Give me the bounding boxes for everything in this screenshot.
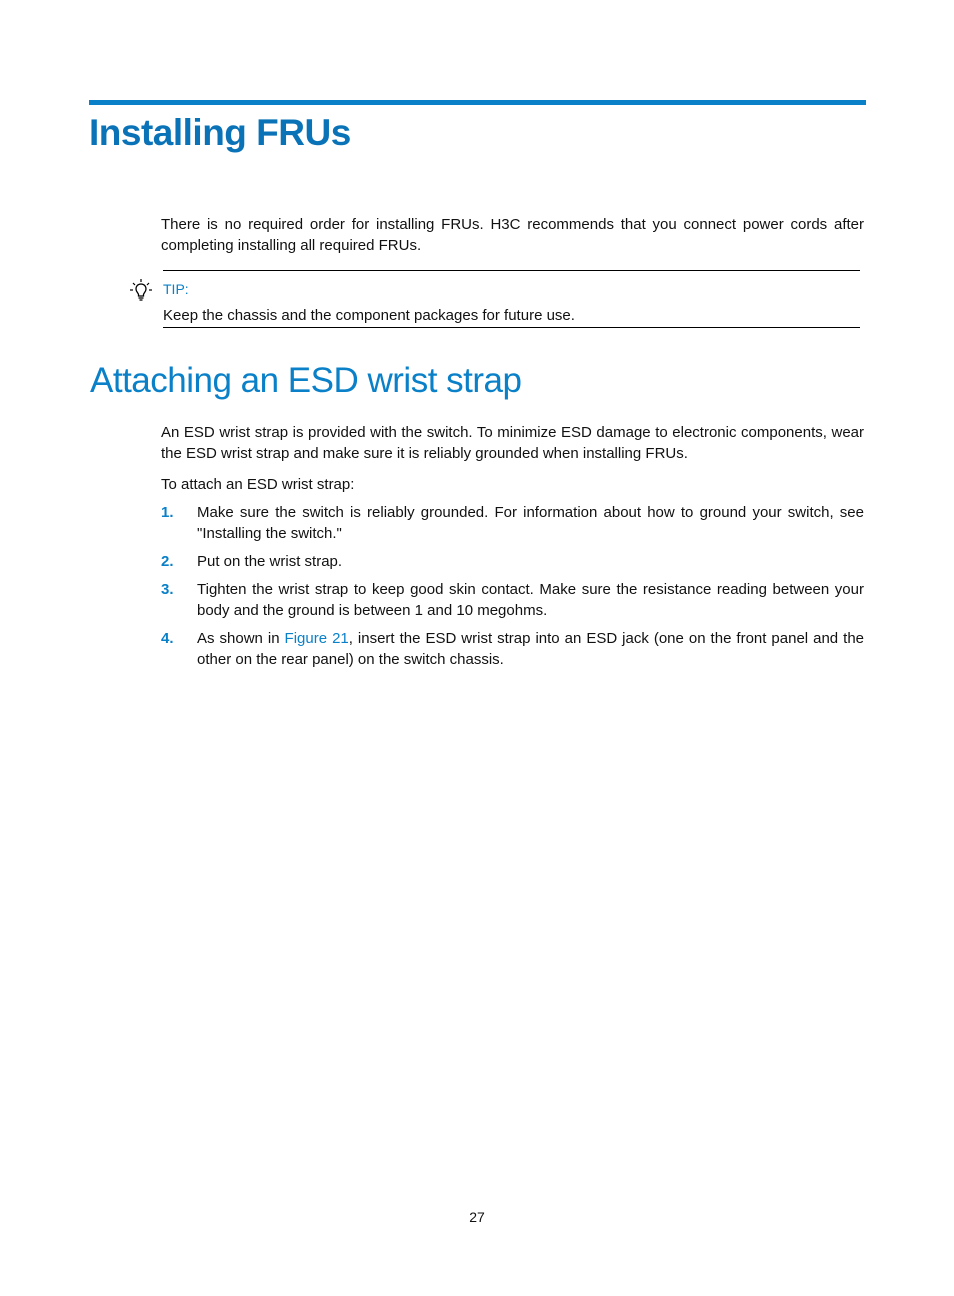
step-number: 1. <box>161 504 174 521</box>
step-item <box>161 579 864 621</box>
section-intro-paragraph: An ESD wrist strap is provided with the switch. To minimize ESD damage to electronic components, wear the ESD wrist strap and make sure it is reliably grounded when installing FRUs. <box>161 424 864 462</box>
procedure-steps <box>161 502 864 677</box>
chapter-top-rule <box>89 100 866 105</box>
section-title: Attaching an ESD wrist strap <box>90 361 522 400</box>
step-text: Put on the wrist strap. <box>197 553 343 570</box>
procedure-lead-in: To attach an ESD wrist strap: <box>161 476 355 493</box>
chapter-title: Installing FRUs <box>89 112 351 153</box>
step-item <box>161 551 864 572</box>
step-text-before-link: As shown in <box>197 630 285 647</box>
step-item <box>161 502 864 544</box>
step-text: Make sure the switch is reliably grounded. For information about how to ground your switch, see "Installing the switch." <box>197 504 864 542</box>
step-text-after-link: , insert the ESD wrist strap into an ESD jack (one on the front panel and the other on the rear panel) on the switch chassis. <box>197 630 864 668</box>
tip-top-rule <box>163 270 860 271</box>
step-number: 4. <box>161 630 174 647</box>
tip-label: TIP: <box>163 281 189 297</box>
tip-callout <box>130 270 860 328</box>
lightbulb-icon <box>130 278 152 304</box>
step-item <box>161 628 864 670</box>
tip-bottom-rule <box>163 327 860 328</box>
step-number: 2. <box>161 553 174 570</box>
tip-text: Keep the chassis and the component packages for future use. <box>163 307 575 324</box>
figure-21-link[interactable]: Figure 21 <box>284 630 349 647</box>
step-number: 3. <box>161 581 174 598</box>
chapter-intro-paragraph: There is no required order for installing FRUs. H3C recommends that you connect power cords after completing installing all required FRUs. <box>161 216 864 254</box>
page-number: 27 <box>469 1209 485 1225</box>
step-text: Tighten the wrist strap to keep good skin contact. Make sure the resistance reading between your body and the ground is between 1 and 10 megohms. <box>197 581 864 619</box>
